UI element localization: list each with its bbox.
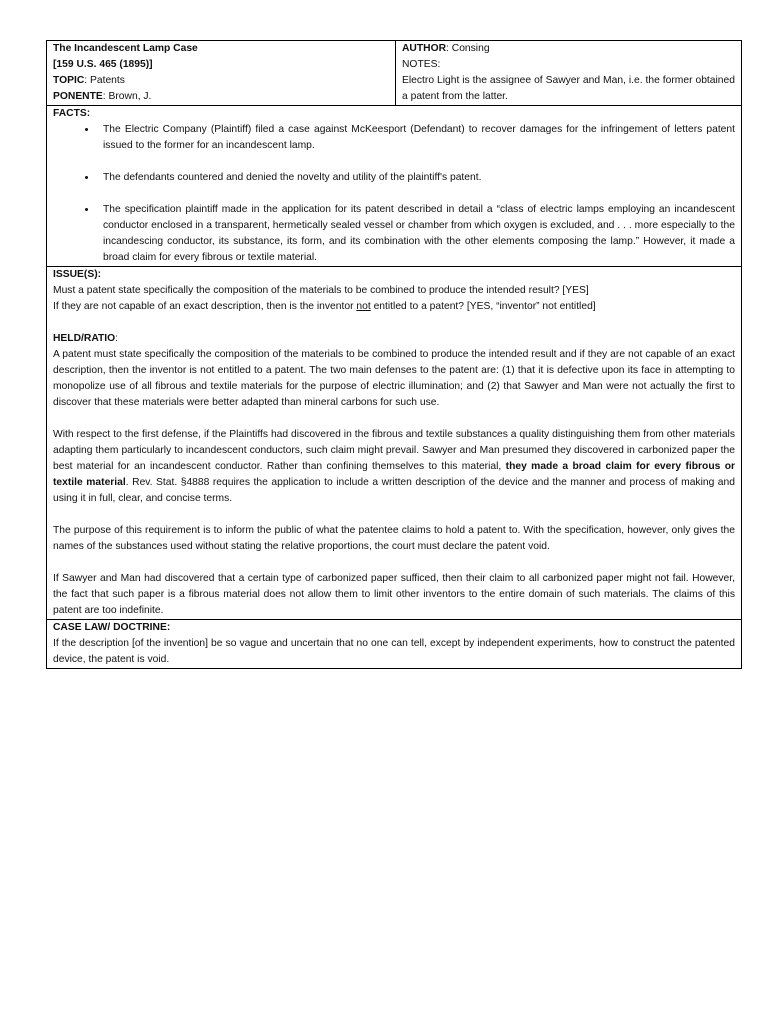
facts-list [53, 122, 735, 266]
held-paragraph-4: If Sawyer and Man had discovered that a certain type of carbonized paper sufficed, then their claim to all carbonized paper might not fail. However, the fact that such paper is a fibrous material does not allow them to limit other inventors to the entire domain of such materials. The claims of this patent are too indefinite. [53, 573, 735, 616]
doctrine-heading: CASE LAW/ DOCTRINE: [53, 622, 171, 633]
held-paragraph-2: With respect to the first defense, if the Plaintiffs had discovered in the fibrous and textile substances a quality distinguishing them from other materials adapting them particularly to incandescent conductors, such claim might prevail. Sawyer and Man presumed they discovered in carbonized paper the best material for an incandescent conductor. Rather than confining themselves to this material, they made a broad claim for every fibrous or textile material. Rev. Stat. §4888 requires the application to include a written description of the device and the manner and process of making and using it in full, clear, and concise terms. [53, 429, 735, 504]
held-heading: HELD/RATIO: [53, 333, 119, 344]
held-paragraph-3: The purpose of this requirement is to inform the public of what the patentee claims to hold a patent to. With the specification, however, only gives the names of the substances used without stating the relative proportions, the court must declare the patent void. [53, 525, 735, 552]
fact-item: • The specification plaintiff made in the application for its patent described in detail a “class of electric lamps employing an incandescent conductor enclosed in a transparent, hermetically sealed vessel or chamber from which oxygen is excluded, and . . . more especially to the incandescing conductor, its substance, its form, and its combination with the other elements composing the lamp.” However, it made a broad claim for every fibrous or textile material. [97, 202, 735, 266]
case-digest-table [46, 40, 742, 669]
held-paragraph-1: A patent must state specifically the composition of the materials to be combined to produce the intended result and if they are not capable of an exact description, then the inventor is not entitled to a patent. The two main defenses to the patent are: (1) that it is defective upon its face in attempting to monopolize use of all fibrous and textile materials for the purpose of electric illumination; and (2) that Sawyer and Man were not actually the first to discover that these materials were better adapted than mineral carbons for such use. [53, 349, 735, 408]
ponente-line: PONENTE: Brown, J. [53, 91, 152, 102]
fact-item: • The Electric Company (Plaintiff) filed a case against McKeesport (Defendant) to recover damages for the infringement of letters patent issued to the former for an incandescent lamp. [97, 122, 735, 154]
topic-line: TOPIC: Patents [53, 75, 125, 86]
held-section [46, 267, 742, 620]
issues-heading: ISSUE(S): [53, 269, 102, 280]
fact-item: • The defendants countered and denied the novelty and utility of the plaintiff's patent. [97, 170, 735, 186]
case-title: The Incandescent Lamp Case [53, 43, 198, 54]
notes-label: NOTES: [402, 59, 441, 70]
facts-heading: FACTS: [53, 108, 91, 119]
issue-question-2: If they are not capable of an exact description, then is the inventor not entitled to a patent? [YES, “inventor” not entitled] [53, 301, 596, 312]
doctrine-section [46, 620, 742, 669]
case-citation: [159 U.S. 465 (1895)] [53, 59, 153, 70]
doctrine-text: If the description [of the invention] be so vague and uncertain that no one can tell, except by independent experiments, how to construct the patented device, the patent is void. [53, 638, 735, 665]
facts-section [46, 106, 742, 267]
header-row [46, 40, 742, 106]
issue-question-1: Must a patent state specifically the composition of the materials to be combined to produce the intended result? [YES] [53, 285, 589, 296]
case-info-cell [47, 41, 396, 105]
author-line: AUTHOR: Consing [402, 43, 490, 54]
notes-text: Electro Light is the assignee of Sawyer and Man, i.e. the former obtained a patent from the latter. [402, 75, 735, 102]
author-notes-cell [396, 41, 741, 105]
